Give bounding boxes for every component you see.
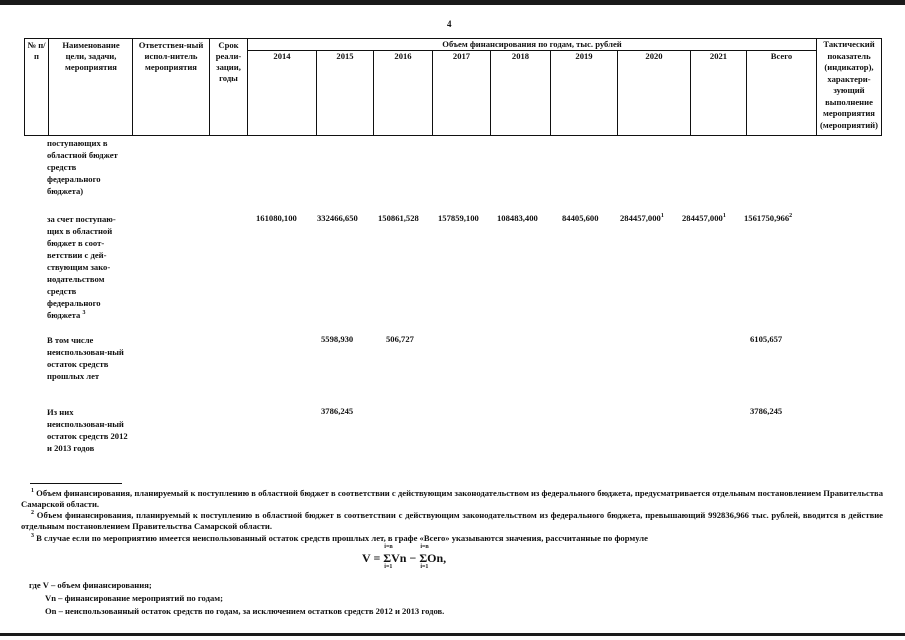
- formula-sum-1-bottom: i=1: [384, 564, 393, 570]
- col-financing-header: Объем финансирования по годам, тыс. рублей: [442, 39, 622, 49]
- row-2-2016: 506,727: [386, 334, 414, 344]
- formula-sum-2-top: i=n: [420, 544, 429, 550]
- where-line: где V – объем финансирования;: [29, 580, 152, 590]
- footnote-2-mark: 2: [31, 510, 34, 517]
- footnote-3-text: В случае если по мероприятию имеется неиспользованный остаток средств прошлых лет, в графе «Всего» указываются значения, рассчитанные по формуле: [36, 533, 648, 543]
- row-2-total: 6105,657: [750, 334, 783, 344]
- page-number: 4: [447, 19, 452, 29]
- year-2021-header: 2021: [709, 51, 728, 61]
- row-0-text: поступающих в областной бюджет средств федерального бюджета): [47, 138, 118, 196]
- row-1-2021-value: 284457,000: [682, 213, 723, 223]
- row-1-2020-mark: 1: [660, 213, 664, 220]
- row-1-2021: [682, 213, 726, 223]
- year-2018-header: 2018: [511, 51, 530, 61]
- row-1-2020-value: 284457,000: [620, 213, 661, 223]
- year-2019-header: 2019: [575, 51, 593, 61]
- footnote-1-mark: 1: [31, 488, 34, 495]
- vn-definition: Vn – финансирование мероприятий по годам;: [45, 593, 223, 603]
- year-2015-header: 2015: [336, 51, 354, 61]
- formula: [362, 544, 447, 570]
- formula-lhs: V =: [362, 551, 384, 565]
- row-1-2017: 157859,100: [438, 213, 479, 223]
- col-indicator-header: Тактический показатель (индикатор), характери-зующий выполнение мероприятия (мероприятий): [820, 39, 878, 130]
- row-1-footnote-mark: 3: [82, 310, 86, 317]
- formula-sum-2-bottom: i=1: [420, 564, 429, 570]
- row-1-total: [744, 213, 792, 223]
- footnote-3: [31, 533, 881, 544]
- row-1-2021-mark: 1: [722, 213, 726, 220]
- formula-sum-1-body: ΣVn: [383, 551, 407, 565]
- formula-sum-1: [383, 544, 407, 570]
- year-2020-header: 2020: [645, 51, 663, 61]
- row-3-total: 3786,245: [750, 406, 783, 416]
- row-1-2020: [620, 213, 664, 223]
- footnote-1: [21, 488, 883, 510]
- row-1-2016: 150861,528: [378, 213, 419, 223]
- row-1-label: за счет поступаю-щих в областной бюджет в соот-ветствии с дей-ствующим зако-нодательством средств федерального бюджета: [47, 214, 116, 320]
- col-number-header: № п/п: [27, 40, 46, 61]
- footnote-1-text: Объем финансирования, планируемый к поступлению в областной бюджет в соответствии с действующим законодательством из федерального бюджета, предусматривается отдельным постановлением Правительства Самарской области.: [21, 488, 883, 509]
- formula-sum-1-top: i=n: [384, 544, 393, 550]
- col-term-header: Срок реали-зации, годы: [215, 40, 242, 83]
- row-1-total-value: 1561750,966: [744, 213, 790, 223]
- row-1-2014: 161080,100: [256, 213, 297, 223]
- year-2017-header: 2017: [452, 51, 471, 61]
- col-responsible-header: Ответствен-ный испол-нитель мероприятия: [138, 40, 204, 72]
- footnote-2: [21, 510, 883, 532]
- top-border: [0, 0, 905, 5]
- formula-sum-2-body: ΣOn,: [419, 551, 447, 565]
- year-2016-header: 2016: [394, 51, 412, 61]
- row-3-2015: 3786,245: [321, 406, 354, 416]
- footnote-3-mark: 3: [31, 533, 34, 540]
- total-header: Всего: [770, 51, 793, 61]
- year-2014-header: 2014: [273, 51, 291, 61]
- row-1-2019: 84405,600: [562, 213, 599, 223]
- footnote-2-text: Объем финансирования, планируемый к поступлению в областной бюджет в соответствии с действующим законодательством из федерального бюджета, превышающий 992836,966 тыс. рублей, вводится в действие отдельным постановлением Правительства Самарской области.: [21, 510, 883, 531]
- on-definition: On – неиспользованный остаток средств по годам, за исключением остатков средств 2012 и 2013 годов.: [45, 606, 445, 616]
- row-2-2015: 5598,930: [321, 334, 354, 344]
- row-2-text: В том числе неиспользован-ный остаток средств прошлых лет: [47, 335, 124, 381]
- formula-minus: −: [409, 551, 420, 565]
- table-header: [24, 38, 882, 136]
- row-3-text: Из них неиспользован-ный остаток средств 2012 и 2013 годов: [47, 407, 128, 453]
- footnote-separator: [30, 483, 122, 484]
- bottom-border: [0, 633, 905, 636]
- row-1-2015: 332466,650: [317, 213, 358, 223]
- row-1-2018: 108483,400: [497, 213, 538, 223]
- row-1-text: [47, 213, 131, 321]
- formula-sum-2: [419, 544, 447, 570]
- row-1-total-mark: 2: [789, 213, 793, 220]
- col-name-header: Наименование цели, задачи, мероприятия: [62, 40, 120, 72]
